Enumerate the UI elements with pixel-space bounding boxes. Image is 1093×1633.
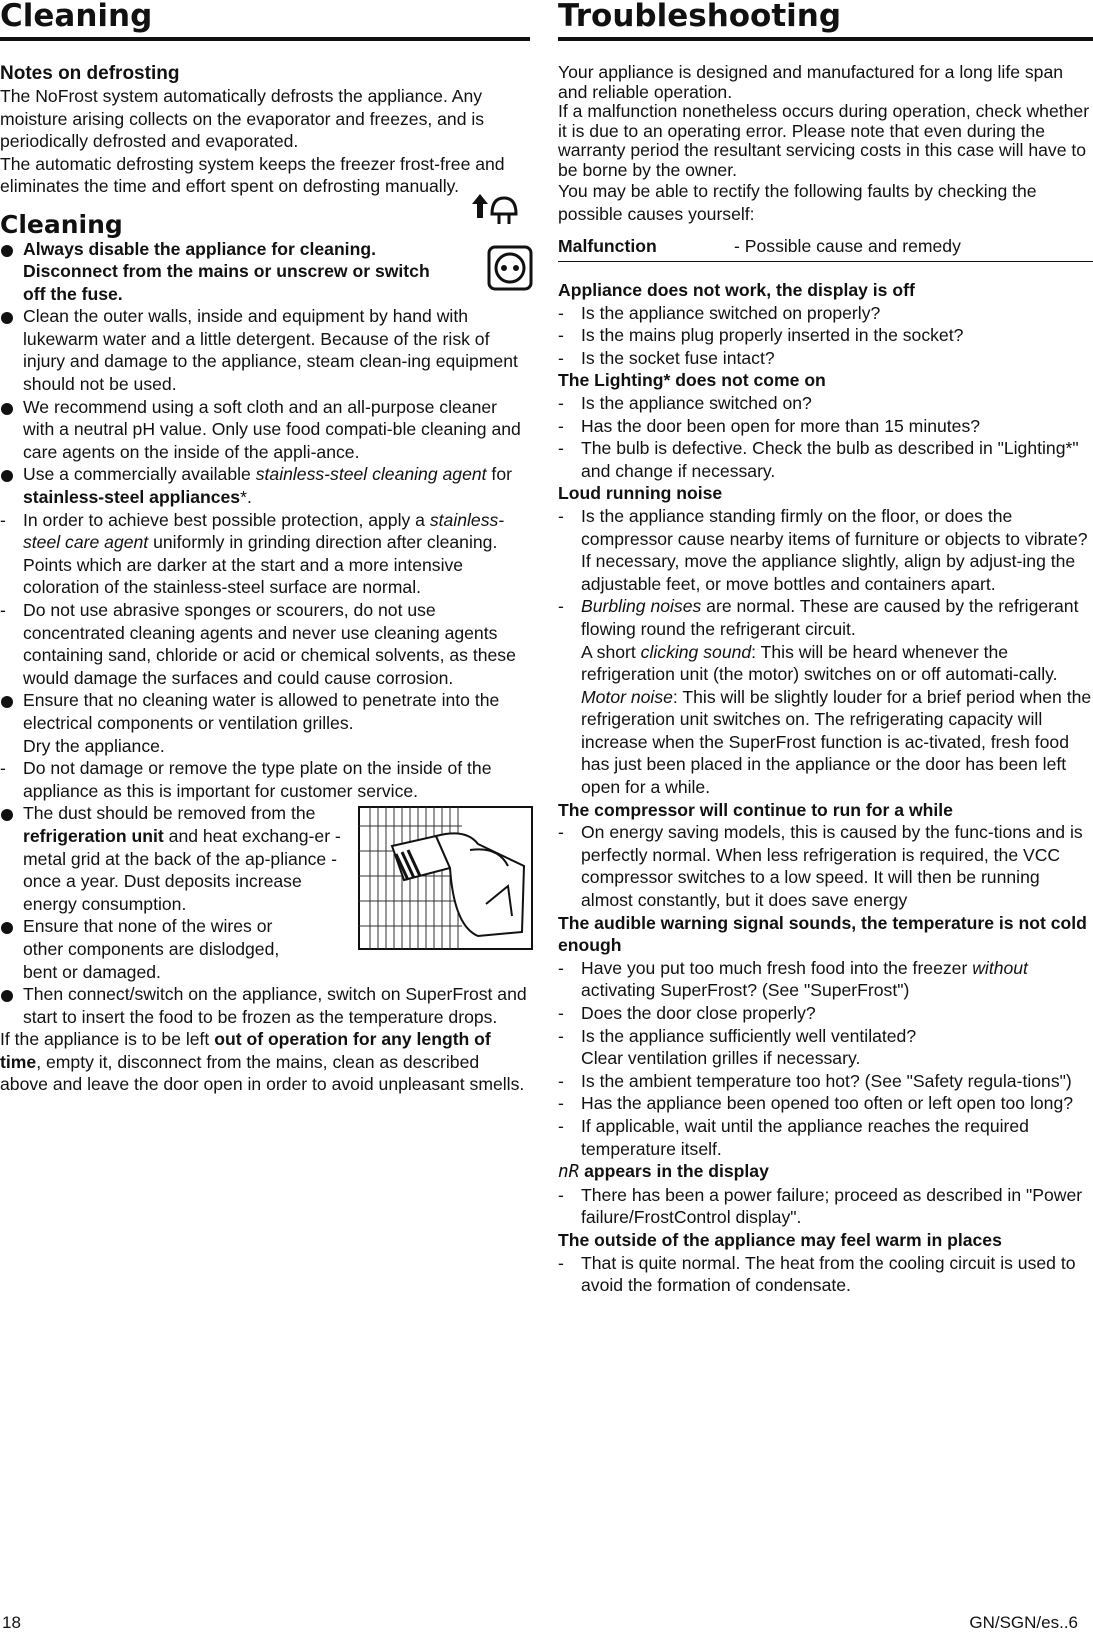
dash-item: [558, 1092, 1093, 1115]
dash-text: activating SuperFrost? (See "SuperFrost"): [581, 980, 910, 1001]
dash-item: [558, 595, 1093, 798]
dash-item: [558, 957, 1093, 1002]
bullet-item: [0, 915, 313, 983]
dash-text: Is the mains plug properly inserted in the socket?: [581, 325, 964, 346]
dash-text: [581, 595, 1093, 640]
bullet-icon: [1, 403, 13, 415]
section-heading: Appliance does not work, the display is off: [558, 280, 915, 300]
bullet-item: [0, 305, 530, 395]
dash-text: Has the appliance been opened too often or left open too long?: [581, 1093, 1074, 1114]
section-heading: The Lighting* does not come on: [558, 370, 826, 391]
dash-text: If applicable, wait until the appliance reaches the required temperature itself.: [581, 1115, 1029, 1159]
cleaning-title: Cleaning: [0, 0, 153, 34]
dash-item: [0, 509, 530, 599]
dash-marker: -: [558, 392, 564, 413]
dash-marker: -: [558, 415, 564, 436]
unplug-icon: [470, 190, 530, 238]
dash-text: That is quite normal. The heat from the cooling circuit is used to avoid the formation of condensate.: [581, 1252, 1076, 1296]
dash-marker: -: [0, 509, 6, 530]
malfunction-column-header: Malfunction: [558, 236, 657, 256]
bullet-text: We recommend using a soft cloth and an all-purpose cleaner with a neutral pH value. Only use food compati-ble cleaning and care agents on the inside of the appli-ance.: [23, 396, 521, 462]
bullet-text: Ensure that none of the wires or other components are dislodged, bent or damaged.: [23, 916, 280, 982]
dash-item: [558, 1025, 1093, 1070]
dash-text: Is the appliance sufficiently well ventilated?: [581, 1025, 917, 1046]
dash-marker: -: [0, 758, 6, 779]
defrost-heading: Notes on defrosting: [0, 63, 180, 84]
cleaning-subheading: Cleaning: [0, 209, 123, 239]
refrigeration-unit-term: refrigeration unit: [23, 825, 164, 846]
section-heading: The outside of the appliance may feel warm in places: [558, 1229, 1002, 1250]
troubleshooting-column: [558, 0, 1093, 1297]
document-code: GN/SGN/es..6: [969, 1613, 1078, 1632]
bullet-icon: [1, 312, 13, 324]
product-type: stainless-steel appliances: [23, 487, 241, 508]
dash-item: [558, 1184, 1093, 1229]
section-heading: [558, 1160, 1093, 1184]
dash-marker: -: [0, 600, 6, 620]
bullet-icon: [1, 696, 13, 708]
intro-para: You may be able to rectify the following faults by checking the possible causes yourself:: [558, 181, 1037, 224]
dash-text: : This will be heard whenever the refrigeration unit (the motor) switches on or off automati-cally.: [581, 641, 1058, 685]
dash-text: Is the appliance switched on?: [581, 392, 812, 413]
dash-text: On energy saving models, this is caused by the func-tions and is perfectly normal. When less refrigeration is required, the VCC compressor switches to a low speed. It will then be running almost constantly, but it does save energy: [581, 822, 1083, 911]
noise-term: Motor noise: [581, 686, 673, 707]
dash-marker: -: [558, 438, 564, 459]
bullet-text: Use a commercially available: [23, 464, 256, 485]
bullet-item: [0, 689, 530, 757]
title-rule: [558, 37, 1093, 41]
product-name: stainless-steel cleaning agent: [255, 464, 487, 485]
noise-term: clicking sound: [640, 641, 752, 662]
final-note: [0, 1028, 530, 1096]
column-header-row: [558, 235, 1093, 262]
dash-item: [0, 599, 530, 689]
dash-item: [558, 821, 1093, 911]
socket-icon: [487, 245, 533, 291]
dash-text: uniformly in grinding direction after cleaning. Points which are darker at the start and a more intensive coloration of the stainless-steel surface are normal.: [23, 532, 498, 598]
final-note-text: If the appliance is to be left: [0, 1029, 215, 1050]
dash-text: Clear ventilation grilles if necessary.: [581, 1048, 861, 1069]
bullet-text: for: [486, 464, 512, 485]
bullet-icon: [1, 809, 13, 821]
page-number: 18: [2, 1613, 21, 1632]
dash-text: Is the socket fuse intact?: [581, 347, 775, 368]
bullet-item: [0, 238, 433, 306]
dash-item: [558, 505, 1093, 595]
bullet-item: [0, 396, 530, 464]
bullet-text: Ensure that no cleaning water is allowed to penetrate into the electrical components or ventilation grilles.: [23, 690, 500, 733]
final-note-text: , empty it, disconnect from the mains, clean as described above and leave the door open in order to avoid unpleasant smells.: [0, 1051, 525, 1095]
dash-text: Do not damage or remove the type plate on the inside of the appliance as this is important for customer service.: [23, 758, 492, 801]
noise-term: Burbling noises: [581, 596, 702, 617]
cleaning-column: [0, 0, 530, 1096]
dash-item: [558, 1252, 1093, 1297]
dash-text: Do not use abrasive sponges or scourers, do not use concentrated cleaning agents and never use cleaning agents containing sand, chloride or acid or chemical solvents, as these would damage the surfaces and could cause corrosion.: [23, 600, 516, 688]
dash-marker: -: [558, 1115, 564, 1136]
dash-text: There has been a power failure; proceed as described in "Power failure/FrostControl display".: [581, 1184, 1083, 1228]
section-heading: Loud running noise: [558, 483, 723, 504]
dash-text: [581, 641, 1093, 686]
bullet-text: Clean the outer walls, inside and equipment by hand with lukewarm water and a little detergent. Because of the risk of injury and damage to the appliance, steam clean-ing equipment should not be used.: [23, 306, 518, 395]
dash-text: If necessary, move the appliance slightly, align by adjust-ing the adjustable feet, or move bottles and containers apart.: [581, 551, 1076, 594]
defrost-para: The NoFrost system automatically defrosts the appliance. Any moisture arising collects on the evaporator and freezes, and is periodically defrosted and evaporated.: [0, 86, 485, 151]
dash-item: [558, 302, 1093, 325]
dash-item: [558, 1002, 1093, 1025]
bullet-text: *.: [240, 487, 252, 508]
dash-text: Is the appliance switched on properly?: [581, 302, 881, 323]
dash-marker: -: [558, 1093, 564, 1114]
bullet-item: [0, 802, 341, 915]
bullet-item: [0, 463, 513, 508]
bullet-text: Always disable the appliance for cleaning. Disconnect from the mains or unscrew or switch off the fuse.: [23, 238, 430, 304]
defrost-para: The automatic defrosting system keeps the freezer frost-free and eliminates the time and effort spent on defrosting manually.: [0, 153, 505, 196]
dash-marker: -: [558, 1070, 564, 1091]
section-heading-text: appears in the display: [584, 1161, 769, 1182]
bullet-icon: [1, 245, 13, 257]
dash-marker: -: [558, 1003, 564, 1023]
troubleshooting-title: Troubleshooting: [558, 0, 842, 34]
product-name: stainless-steel care agent: [23, 509, 505, 553]
dash-marker: -: [558, 957, 564, 978]
bullet-icon: [1, 922, 13, 934]
dash-marker: -: [558, 347, 564, 368]
intro-para: Your appliance is designed and manufactured for a long life span and reliable operation.: [558, 62, 1064, 102]
bullet-icon: [1, 990, 13, 1002]
section-heading: The audible warning signal sounds, the temperature is not cold enough: [558, 912, 1087, 956]
cause-column-header: - Possible cause and remedy: [734, 236, 961, 256]
dash-item: [0, 757, 530, 802]
dash-item: [558, 437, 1093, 482]
dash-text: are normal. These are caused by the refrigerant flowing round the refrigerant circuit.: [581, 596, 1079, 639]
dash-text: A short: [581, 641, 641, 662]
intro-para: If a malfunction nonetheless occurs during operation, check whether it is due to an operating error. Please note that even during the warranty period the resultant servicing costs in this case will have to be borne by the owner.: [558, 101, 1090, 180]
bullet-item: [0, 983, 530, 1028]
title-rule: [0, 37, 530, 41]
dash-marker: -: [558, 505, 564, 526]
dash-text: Is the ambient temperature too hot? (See "Safety regula-tions"): [581, 1070, 1072, 1091]
bullet-text: Dry the appliance.: [23, 735, 165, 756]
dash-text: Does the door close properly?: [581, 1003, 816, 1023]
dash-text: Is the appliance standing firmly on the floor, or does the compressor cause nearby items of furniture or objects to vibrate?: [581, 505, 1088, 549]
dash-item: [558, 324, 1093, 347]
dash-text: : This will be slightly louder for a brief period when the refrigeration unit switches on. The refrigerating capacity will increase when the SuperFrost function is ac-tivated, fresh food has just been placed in the appliance or the door has been left open for a while.: [581, 686, 1092, 798]
dash-item: [558, 347, 1093, 370]
dash-marker: -: [558, 1025, 564, 1046]
grille-brush-illustration: [358, 806, 533, 950]
dash-marker: -: [558, 596, 564, 617]
dash-marker: -: [558, 1252, 564, 1273]
dash-text: In order to achieve best possible protection, apply a: [23, 509, 430, 530]
dash-marker: -: [558, 325, 564, 346]
section-heading: The compressor will continue to run for a while: [558, 799, 953, 820]
bullet-text: The dust should be removed from the: [23, 803, 316, 824]
dash-item: [558, 1070, 1093, 1093]
bullet-text: and heat exchang-er - metal grid at the back of the ap-pliance - once a year. Dust deposits increase energy consumption.: [23, 825, 341, 914]
dash-marker: -: [558, 302, 564, 323]
dash-text: The bulb is defective. Check the bulb as described in "Lighting*" and change if necessary.: [581, 438, 1079, 481]
final-note-emphasis: out of operation for any length of time: [0, 1029, 491, 1072]
dash-marker: -: [558, 822, 564, 843]
dash-text: Has the door been open for more than 15 minutes?: [581, 415, 981, 436]
bullet-icon: [1, 470, 13, 482]
dash-text: Have you put too much fresh food into the freezer: [581, 957, 973, 978]
dash-item: [558, 415, 1093, 438]
dash-text: [581, 686, 1093, 799]
dash-marker: -: [558, 1184, 564, 1205]
emphasis: without: [972, 957, 1028, 978]
bullet-text: Then connect/switch on the appliance, switch on SuperFrost and start to insert the food to be frozen as the temperature drops.: [23, 984, 527, 1027]
display-code: nR: [558, 1162, 580, 1183]
dash-item: [558, 392, 1093, 415]
dash-item: [558, 1115, 1093, 1160]
